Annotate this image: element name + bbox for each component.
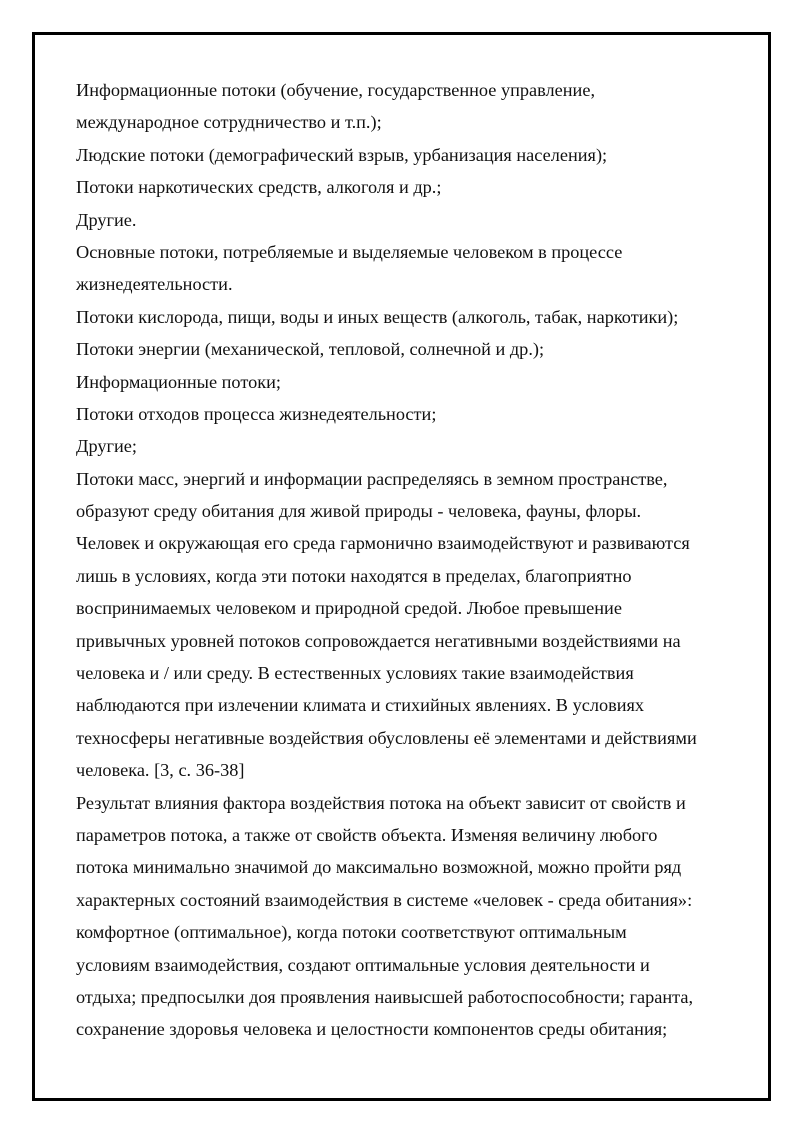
text-line: условиям взаимодействия, создают оптимальные условия деятельности и [76, 954, 650, 975]
text-line: Результат влияния фактора воздействия потока на объект зависит от свойств и [76, 792, 686, 813]
text-line: комфортное (оптимальное), когда потоки соответствуют оптимальным [76, 922, 627, 943]
text-line: воспринимаемых человеком и природной средой. Любое превышение [76, 598, 622, 619]
text-line: Потоки масс, энергий и информации распределяясь в земном пространстве, [76, 468, 668, 489]
text-line: характерных состояний взаимодействия в системе «человек - среда обитания»: [76, 889, 693, 910]
text-line: Информационные потоки (обучение, государственное управление, [76, 80, 596, 100]
text-line: человека и / или среду. В естественных условиях такие взаимодействия [76, 663, 634, 684]
text-line: человека. [3, с. 36-38] [76, 760, 245, 781]
text-line: сохранение здоровья человека и целостности компонентов среды обитания; [76, 1019, 668, 1040]
text-line: техносферы негативные воздействия обусловлены её элементами и действиями [76, 727, 697, 748]
text-line: Потоки кислорода, пищи, воды и иных веществ (алкоголь, табак, наркотики); [76, 306, 679, 327]
document-body [76, 74, 736, 1046]
text-line: Потоки наркотических средств, алкоголя и др.; [76, 177, 442, 198]
text-line: лишь в условиях, когда эти потоки находятся в пределах, благоприятно [76, 565, 632, 586]
text-line: образуют среду обитания для живой природы - человека, фауны, флоры. [76, 501, 642, 522]
text-line: Потоки отходов процесса жизнедеятельности; [76, 403, 437, 424]
text-line: Основные потоки, потребляемые и выделяемые человеком в процессе [76, 241, 623, 262]
text-line: Другие; [76, 436, 137, 457]
text-line: Человек и окружающая его среда гармонично взаимодействуют и развиваются [76, 533, 690, 554]
text-line: параметров потока, а также от свойств объекта. Изменяя величину любого [76, 824, 658, 845]
text-line: Потоки энергии (механической, тепловой, солнечной и др.); [76, 339, 545, 360]
text-line: наблюдаются при излечении климата и стихийных явлениях. В условиях [76, 695, 645, 716]
text-line: потока минимально значимой до максимально возможной, можно пройти ряд [76, 857, 682, 878]
text-line: Другие. [76, 209, 137, 230]
text-line: привычных уровней потоков сопровождается негативными воздействиями на [76, 630, 681, 651]
text-line: Людские потоки (демографический взрыв, урбанизация населения); [76, 144, 608, 165]
text-line: отдыха; предпосылки доя проявления наивысшей работоспособности; гаранта, [76, 986, 694, 1007]
text-line: международное сотрудничество и т.п.); [76, 112, 382, 133]
text-line: Информационные потоки; [76, 371, 281, 392]
text-line: жизнедеятельности. [76, 274, 233, 295]
